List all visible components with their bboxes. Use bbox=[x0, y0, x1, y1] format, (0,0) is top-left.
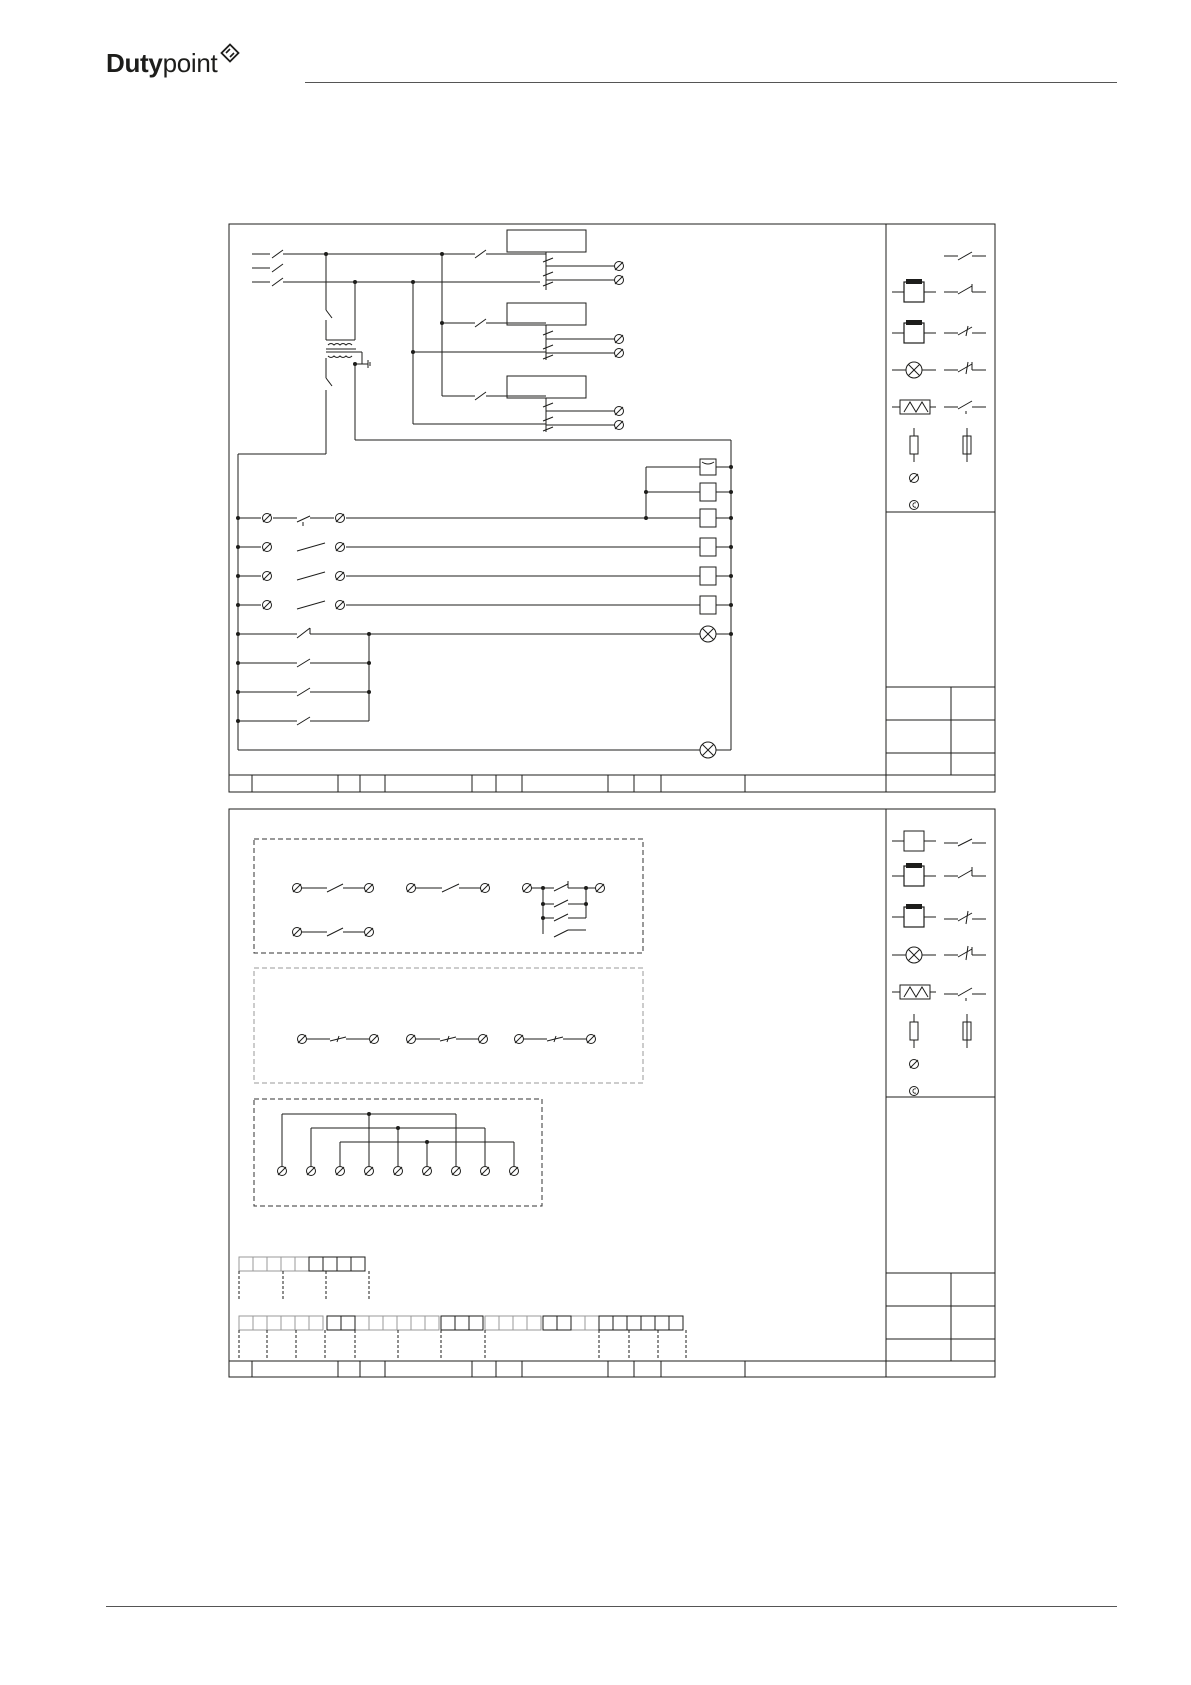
footer-rule bbox=[106, 1606, 1117, 1607]
sheet1-frame bbox=[229, 224, 995, 792]
brand-name-bold: Duty bbox=[106, 48, 163, 78]
thermal-relay-icon bbox=[700, 459, 716, 475]
brand-name-light: point bbox=[162, 48, 218, 78]
sheet2-frame bbox=[229, 809, 995, 1377]
earth-icon bbox=[910, 501, 919, 510]
